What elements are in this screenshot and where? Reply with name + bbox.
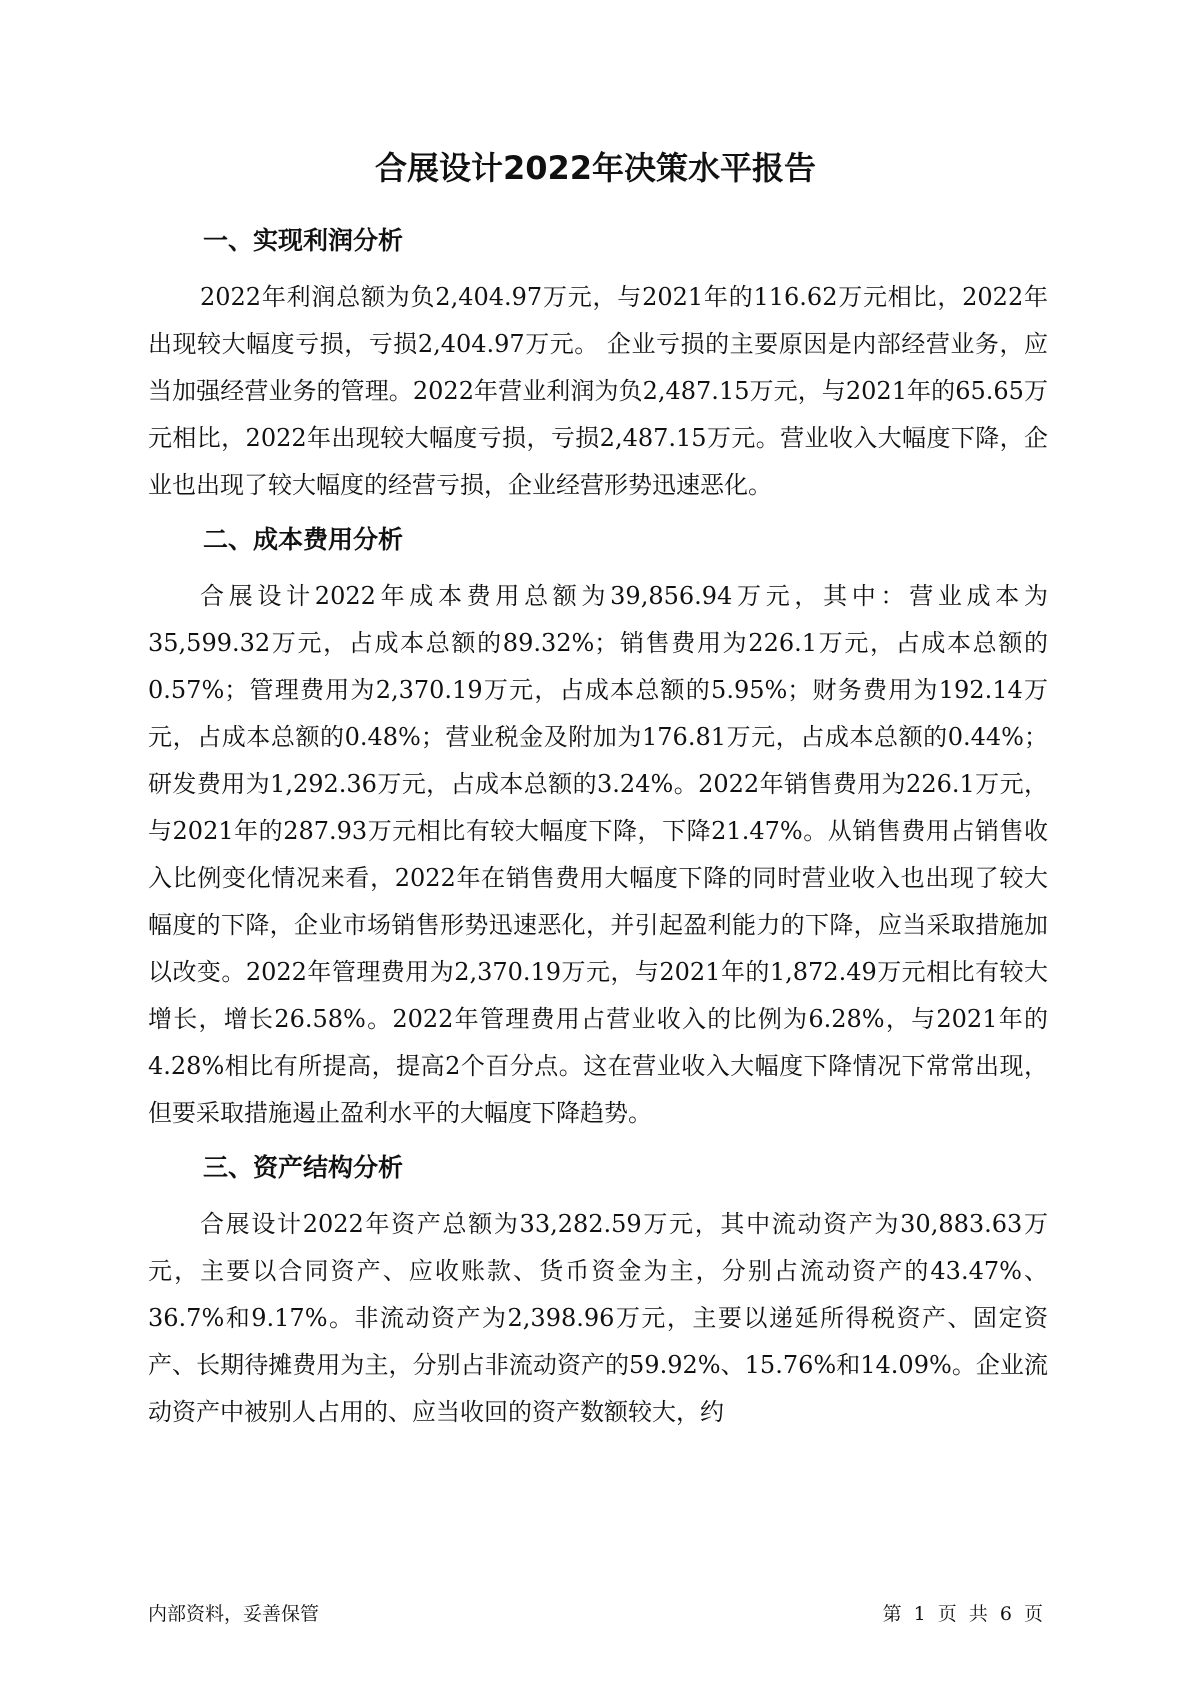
section-paragraph: 合展设计2022年资产总额为33,282.59万元，其中流动资产为30,883.63万元，主要以合同资产、应收账款、货币资金为主，分别占流动资产的43.47%、36.7%和9.17%。非流动资产为2,398.96万元，主要以递延所得税资产、固定资产、长期待摊费用为主，分别占非流动资产的59.92%、15.76%和14.09%。企业流动资产中被别人占用的、应当收回的资产数额较大，约 xyxy=(148,1210,1048,1426)
section-heading: 一、实现利润分析 xyxy=(203,226,404,255)
footer-page-indicator: 第 1 页 共 6 页 xyxy=(882,1603,1043,1625)
section-profit-analysis xyxy=(148,222,1048,509)
section-asset-structure-analysis xyxy=(148,1149,1048,1436)
section-paragraph: 合展设计2022年成本费用总额为39,856.94万元，其中：营业成本为35,599.32万元，占成本总额的89.32%；销售费用为226.1万元，占成本总额的0.57%；管理费用为2,370.19万元，占成本总额的5.95%；财务费用为192.14万元，占成本总额的0.48%；营业税金及附加为176.81万元，占成本总额的0.44%；研发费用为1,292.36万元，占成本总额的3.24%。2022年销售费用为226.1万元，与2021年的287.93万元相比有较大幅度下降，下降21.47%。从销售费用占销售收入比例变化情况来看，2022年在销售费用大幅度下降的同时营业收入也出现了较大幅度的下降，企业市场销售形势迅速恶化，并引起盈利能力的下降，应当采取措施加以改变。2022年管理费用为2,370.19万元，与2021年的1,872.49万元相比有较大增长，增长26.58%。2022年管理费用占营业收入的比例为6.28%，与2021年的4.28%相比有所提高，提高2个百分点。这在营业收入大幅度下降情况下常常出现，但要采取措施遏止盈利水平的大幅度下降趋势。 xyxy=(148,582,1048,1127)
section-heading: 三、资产结构分析 xyxy=(203,1153,404,1182)
footer-confidential-note: 内部资料，妥善保管 xyxy=(148,1603,320,1625)
section-cost-analysis xyxy=(148,521,1048,1137)
section-heading: 二、成本费用分析 xyxy=(203,525,404,554)
section-paragraph: 2022年利润总额为负2,404.97万元，与2021年的116.62万元相比，2022年出现较大幅度亏损，亏损2,404.97万元。 企业亏损的主要原因是内部经营业务，应当加强经营业务的管理。2022年营业利润为负2,487.15万元，与2021年的65.65万元相比，2022年出现较大幅度亏损，亏损2,487.15万元。营业收入大幅度下降，企业也出现了较大幅度的经营亏损，企业经营形势迅速恶化。 xyxy=(148,283,1048,499)
document-title: 合展设计2022年决策水平报告 xyxy=(374,149,817,187)
document-body xyxy=(148,222,1048,1448)
